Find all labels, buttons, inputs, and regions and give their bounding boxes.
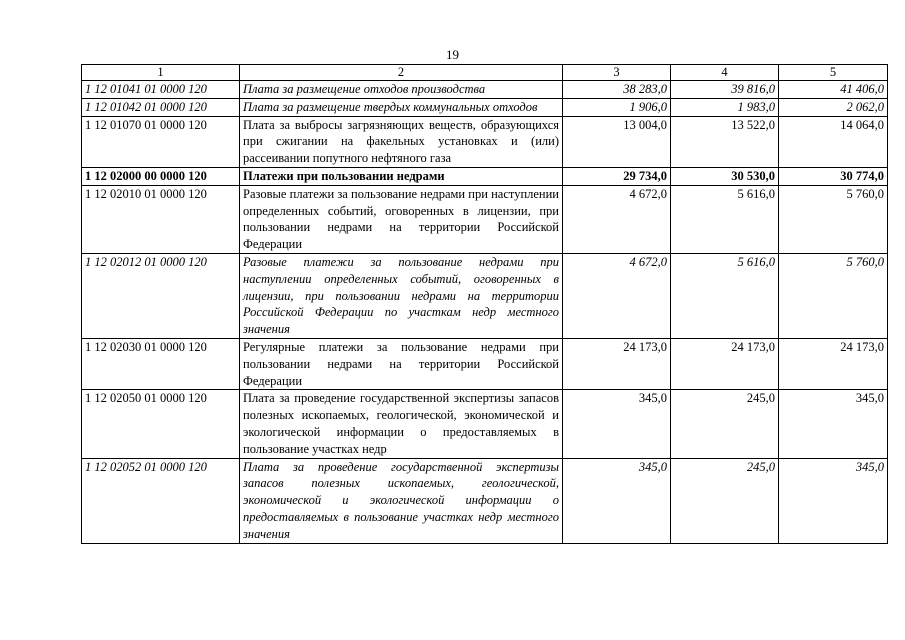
value-cell-col4: 39 816,0: [671, 81, 779, 99]
value-cell-col4: 245,0: [671, 390, 779, 458]
income-code-cell: 1 12 01070 01 0000 120: [82, 116, 240, 167]
income-code-cell: 1 12 01042 01 0000 120: [82, 98, 240, 116]
value-cell-col4: 5 616,0: [671, 253, 779, 338]
value-cell-col3: 13 004,0: [563, 116, 671, 167]
income-name-cell: Плата за проведение государственной экспертизы запасов полезных ископаемых, геологической, экономической и экологической информации о предоставляемых в пользование участках недр местного значения: [240, 458, 563, 543]
income-code-cell: 1 12 01041 01 0000 120: [82, 81, 240, 99]
value-cell-col3: 38 283,0: [563, 81, 671, 99]
value-cell-col3: 345,0: [563, 458, 671, 543]
column-header-1: 1: [82, 65, 240, 81]
income-name-cell: Разовые платежи за пользование недрами при наступлении определенных событий, оговоренных в лицензии, при пользовании недрами на территории Российской Федерации: [240, 185, 563, 253]
table-row: [82, 458, 888, 543]
income-code-cell: 1 12 02010 01 0000 120: [82, 185, 240, 253]
value-cell-col5: 24 173,0: [779, 338, 888, 389]
column-header-5: 5: [779, 65, 888, 81]
table-header-row: [82, 65, 888, 81]
income-name-cell: Плата за размещение отходов производства: [240, 81, 563, 99]
income-code-cell: 1 12 02052 01 0000 120: [82, 458, 240, 543]
income-name-cell: Платежи при пользовании недрами: [240, 167, 563, 185]
value-cell-col4: 1 983,0: [671, 98, 779, 116]
value-cell-col5: 5 760,0: [779, 253, 888, 338]
table-row: [82, 390, 888, 458]
income-code-cell: 1 12 02050 01 0000 120: [82, 390, 240, 458]
table-row-subtotal: [82, 167, 888, 185]
column-header-4: 4: [671, 65, 779, 81]
table-row: [82, 338, 888, 389]
value-cell-col4: 24 173,0: [671, 338, 779, 389]
income-name-cell: Регулярные платежи за пользование недрами при пользовании недрами на территории Российской Федерации: [240, 338, 563, 389]
table-row: [82, 116, 888, 167]
value-cell-col5: 5 760,0: [779, 185, 888, 253]
table-row: [82, 81, 888, 99]
value-cell-col5: 2 062,0: [779, 98, 888, 116]
value-cell-col5: 345,0: [779, 390, 888, 458]
income-code-cell: 1 12 02000 00 0000 120: [82, 167, 240, 185]
income-name-cell: Плата за размещение твердых коммунальных отходов: [240, 98, 563, 116]
income-name-cell: Плата за проведение государственной экспертизы запасов полезных ископаемых, геологической, экономической и экологической информации о предоставляемых в пользование участках недр: [240, 390, 563, 458]
value-cell-col4: 5 616,0: [671, 185, 779, 253]
income-code-cell: 1 12 02012 01 0000 120: [82, 253, 240, 338]
value-cell-col5: 41 406,0: [779, 81, 888, 99]
value-cell-col3: 29 734,0: [563, 167, 671, 185]
value-cell-col3: 4 672,0: [563, 253, 671, 338]
value-cell-col3: 345,0: [563, 390, 671, 458]
income-name-cell: Плата за выбросы загрязняющих веществ, образующихся при сжигании на факельных установках и (или) рассеивании попутного нефтяного газа: [240, 116, 563, 167]
value-cell-col4: 30 530,0: [671, 167, 779, 185]
value-cell-col5: 14 064,0: [779, 116, 888, 167]
value-cell-col3: 4 672,0: [563, 185, 671, 253]
value-cell-col5: 30 774,0: [779, 167, 888, 185]
value-cell-col3: 24 173,0: [563, 338, 671, 389]
value-cell-col3: 1 906,0: [563, 98, 671, 116]
value-cell-col4: 13 522,0: [671, 116, 779, 167]
value-cell-col5: 345,0: [779, 458, 888, 543]
page-number: 19: [446, 47, 459, 62]
revenue-table: [81, 64, 888, 544]
value-cell-col4: 245,0: [671, 458, 779, 543]
income-code-cell: 1 12 02030 01 0000 120: [82, 338, 240, 389]
table-row: [82, 253, 888, 338]
table-row: [82, 185, 888, 253]
column-header-3: 3: [563, 65, 671, 81]
table-row: [82, 98, 888, 116]
income-name-cell: Разовые платежи за пользование недрами при наступлении определенных событий, оговоренных в лицензии, при пользовании недрами на территории Российской Федерации по участкам недр местного значения: [240, 253, 563, 338]
column-header-2: 2: [240, 65, 563, 81]
